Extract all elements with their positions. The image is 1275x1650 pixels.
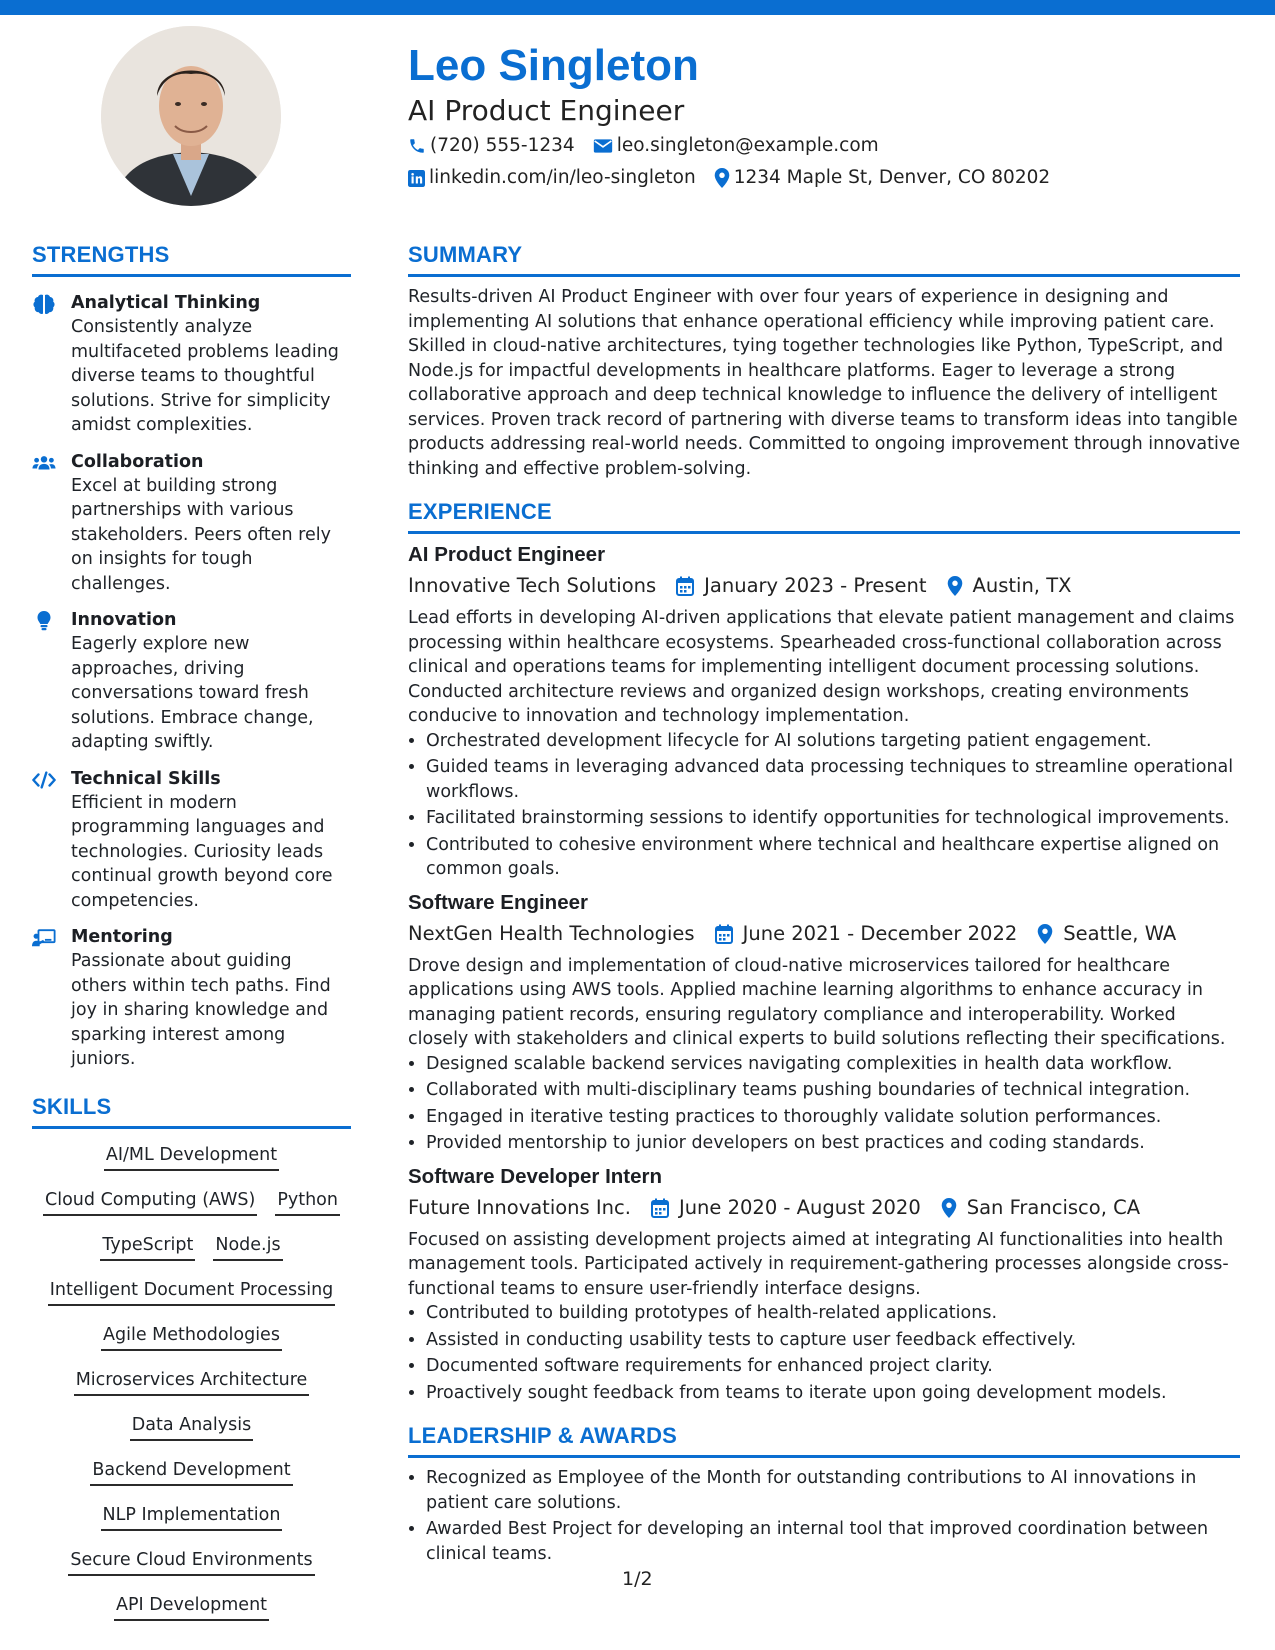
job-location: San Francisco, CA <box>966 1195 1141 1219</box>
job-entry <box>408 1162 1240 1406</box>
job-location-wrap <box>941 1192 1140 1224</box>
awards-heading: LEADERSHIP & AWARDS <box>408 1417 1240 1458</box>
skill-tag: Agile Methodologies <box>101 1323 282 1351</box>
job-bullet: • Documented software requirements for enhanced project clarity. <box>426 1354 1240 1379</box>
job-bullet: • Proactively sought feedback from teams to iterate upon going development models. <box>426 1381 1240 1406</box>
skills-heading: SKILLS <box>32 1088 351 1129</box>
brain-icon <box>32 293 56 315</box>
strength-title: Analytical Thinking <box>71 293 261 313</box>
job-description: Drove design and implementation of cloud-native microservices tailored for healthcare applications using AWS tools. Applied machine learning algorithms to enhance accuracy in managing patient records, ensuring regulatory compliance and interoperability. Worked closely with stakeholders and clinical experts to build solutions reflecting their specifications. <box>408 955 1226 1049</box>
contact-address <box>714 162 1050 194</box>
strengths-heading: STRENGTHS <box>32 236 351 277</box>
profile-photo <box>101 26 281 206</box>
job-bullets <box>408 729 1240 882</box>
skill-tag: NLP Implementation <box>101 1503 283 1531</box>
strength-item <box>32 925 351 1072</box>
job-bullet: • Provided mentorship to junior developers on best practices and coding standards. <box>426 1131 1240 1156</box>
summary-heading: SUMMARY <box>408 236 1240 277</box>
strength-item <box>32 767 351 914</box>
awards-list <box>408 1466 1240 1566</box>
job-bullet: • Facilitated brainstorming sessions to identify opportunities for technological improvements. <box>426 806 1240 831</box>
job-meta <box>408 918 1240 950</box>
job-bullet: • Assisted in conducting usability tests to capture user feedback effectively. <box>426 1328 1240 1353</box>
strength-desc: Passionate about guiding others within tech paths. Find joy in sharing knowledge and sparking interest among juniors. <box>71 951 331 1069</box>
skill-tag: Data Analysis <box>130 1413 253 1441</box>
profile-photo-image <box>101 26 281 206</box>
job-bullet: • Engaged in iterative testing practices to thoroughly validate solution performances. <box>426 1105 1240 1130</box>
envelope-icon <box>593 138 613 154</box>
people-group-icon <box>32 452 56 474</box>
skill-tag: API Development <box>114 1593 269 1621</box>
skills-list <box>32 1143 351 1638</box>
email-text: leo.singleton@example.com <box>616 135 879 156</box>
job-description: Focused on assisting development projects aimed at integrating AI functionalities into health management tools. Participated actively in requirement-gathering processes alongside cross-functional teams to ensure user-friendly interface designs. <box>408 1229 1229 1299</box>
strength-item <box>32 450 351 597</box>
job-bullet: • Guided teams in leveraging advanced data processing techniques to streamline operational workflows. <box>426 755 1240 804</box>
skill-tag: Python <box>275 1188 340 1216</box>
phone-icon <box>408 137 426 155</box>
job-title: Software Engineer <box>408 890 588 914</box>
linkedin-icon <box>408 170 425 187</box>
calendar-icon <box>676 576 694 596</box>
skill-tag: Node.js <box>213 1233 282 1261</box>
job-meta <box>408 570 1240 602</box>
job-location: Seattle, WA <box>1063 921 1177 945</box>
strength-desc: Efficient in modern programming languages and technologies. Curiosity leads continual growth beyond core competencies. <box>71 792 333 911</box>
strength-title: Technical Skills <box>71 768 221 789</box>
job-company: Future Innovations Inc. <box>408 1195 631 1219</box>
page-number: 1/2 <box>622 1568 653 1590</box>
job-bullet: • Designed scalable backend services navigating complexities in health data workflow. <box>426 1052 1240 1077</box>
job-meta <box>408 1192 1240 1224</box>
skill-tag: Intelligent Document Processing <box>48 1278 336 1306</box>
job-bullet: • Contributed to building prototypes of health-related applications. <box>426 1301 1240 1326</box>
job-bullets <box>408 1052 1240 1156</box>
candidate-name: Leo Singleton <box>408 41 699 90</box>
linkedin-text: linkedin.com/in/leo-singleton <box>429 167 696 188</box>
contact-row-1 <box>408 130 1228 162</box>
award-item: • Recognized as Employee of the Month for outstanding contributions to AI innovations in patient care solutions. <box>426 1466 1240 1515</box>
strength-item <box>32 291 351 438</box>
experience-heading: EXPERIENCE <box>408 493 1240 534</box>
strength-title: Mentoring <box>71 927 173 947</box>
chalkboard-teacher-icon <box>32 927 56 949</box>
strength-desc: Consistently analyze multifaceted problems leading diverse teams to thoughtful solutions. Strive for simplicity amidst complexities. <box>71 317 339 435</box>
job-dates-wrap <box>715 918 1018 950</box>
strength-desc: Eagerly explore new approaches, driving conversations toward fresh solutions. Embrace change, adapting swiftly. <box>71 634 314 752</box>
job-location-wrap <box>1037 918 1176 950</box>
map-pin-icon <box>714 168 730 188</box>
lightbulb-icon <box>32 610 56 632</box>
contact-email[interactable] <box>593 130 879 162</box>
strength-item <box>32 608 351 755</box>
skill-tag: Microservices Architecture <box>74 1368 310 1396</box>
left-column <box>32 236 351 1638</box>
skill-tag: Backend Development <box>90 1458 292 1486</box>
skill-tag: AI/ML Development <box>104 1143 279 1171</box>
code-icon <box>32 769 56 791</box>
skill-tag: Secure Cloud Environments <box>68 1548 314 1576</box>
job-dates: June 2020 - August 2020 <box>678 1195 921 1219</box>
job-title: Software Developer Intern <box>408 1164 663 1188</box>
job-description: Lead efforts in developing AI-driven applications that elevate patient management and claims processing within healthcare ecosystems. Spearheaded cross-functional collaboration across clinical and operations teams for implementing intelligent document processing solutions. Conducted architecture reviews and organized design workshops, creating environments conducive to innovation and technology implementation. <box>408 608 1235 726</box>
job-company: NextGen Health Technologies <box>408 921 695 945</box>
phone-text: (720) 555-1234 <box>430 135 575 156</box>
contact-phone[interactable] <box>408 130 575 162</box>
skill-tag: Cloud Computing (AWS) <box>43 1188 257 1216</box>
job-location-wrap <box>947 570 1072 602</box>
job-dates-wrap <box>651 1192 921 1224</box>
award-item: • Awarded Best Project for developing an internal tool that improved coordination between clinical teams. <box>426 1517 1240 1566</box>
job-bullet: • Collaborated with multi-disciplinary teams pushing boundaries of technical integration. <box>426 1078 1240 1103</box>
summary-text: Results-driven AI Product Engineer with over four years of experience in designing and implementing AI solutions that enhance operational efficiency while improving patient care. Skilled in cloud-native architectures, tying together technologies like Python, TypeScript, and Node.js for impactful developments in healthcare platforms. Eager to leverage a strong collaborative approach and deep technical knowledge to influence the delivery of intelligent services. Proven track record of partnering with diverse teams to transform ideas into tangible products addressing real-world needs. Committed to ongoing improvement through innovative thinking and effective problem-solving. <box>408 287 1240 479</box>
skill-tag: TypeScript <box>100 1233 195 1261</box>
map-pin-icon <box>1037 924 1053 944</box>
job-bullets <box>408 1301 1240 1405</box>
job-bullet: • Contributed to cohesive environment where technical and healthcare expertise aligned on common goals. <box>426 833 1240 882</box>
calendar-icon <box>715 924 733 944</box>
address-text: 1234 Maple St, Denver, CO 80202 <box>733 167 1051 188</box>
job-entry <box>408 540 1240 882</box>
top-accent-bar <box>0 0 1275 15</box>
contact-linkedin[interactable] <box>408 162 696 194</box>
job-entry <box>408 888 1240 1156</box>
job-company: Innovative Tech Solutions <box>408 574 657 597</box>
job-bullet: • Orchestrated development lifecycle for AI solutions targeting patient engagement. <box>426 729 1240 754</box>
strength-title: Innovation <box>71 610 177 630</box>
job-dates: June 2021 - December 2022 <box>742 921 1018 945</box>
resume-header <box>408 38 1228 194</box>
calendar-icon <box>651 1198 669 1218</box>
map-pin-icon <box>947 576 963 596</box>
candidate-title: AI Product Engineer <box>408 94 685 127</box>
job-title: AI Product Engineer <box>408 543 606 566</box>
strength-desc: Excel at building strong partnerships with various stakeholders. Peers often rely on insights for tough challenges. <box>71 475 331 594</box>
map-pin-icon <box>941 1198 957 1218</box>
job-location: Austin, TX <box>972 574 1072 597</box>
contact-row-2 <box>408 162 1228 194</box>
strength-title: Collaboration <box>71 451 204 472</box>
job-dates: January 2023 - Present <box>704 574 927 597</box>
right-column <box>408 236 1240 1568</box>
job-dates-wrap <box>676 570 926 602</box>
